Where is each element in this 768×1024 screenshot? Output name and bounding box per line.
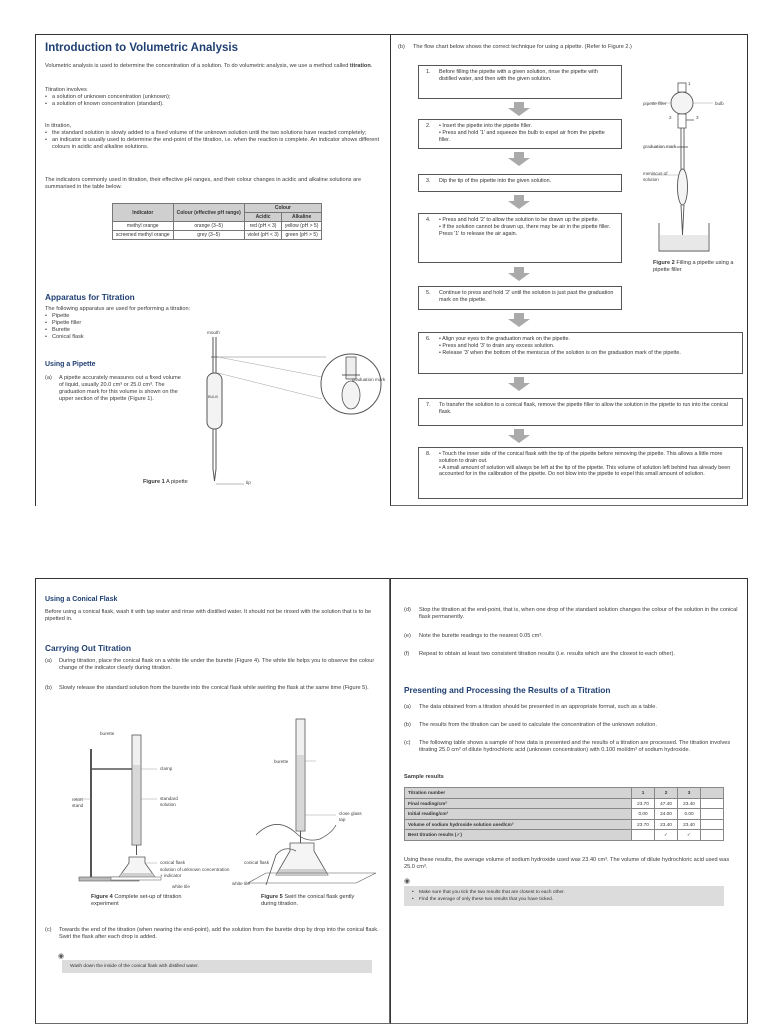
pipette-description: A pipette accurately measures out a fixed volume of liquid, usually 20.0 cm³ or 25.0 cm³. The graduation mark for this volume is shown on the upper section of the pipette (Figure 1). <box>59 375 181 402</box>
item-label: (c) <box>45 927 52 933</box>
pipette-figure <box>196 329 386 489</box>
conclusion-text: Using these results, the average volume of sodium hydroxide used was 23.40 cm³. The volume of dilute hydrochloric acid used was 25.0 cm³. <box>404 857 730 870</box>
label-white-tile: white tile <box>232 881 250 886</box>
list-item: • Pipette <box>45 313 245 320</box>
label-conical-flask: conical flask <box>244 860 270 865</box>
apparatus-heading: Apparatus for Titration <box>45 292 135 302</box>
down-arrow-icon <box>507 377 531 391</box>
item-label: (e) <box>404 633 411 639</box>
label-standard-solution: standard solution <box>160 796 178 807</box>
down-arrow-icon <box>507 152 531 166</box>
item-label: (b) <box>45 685 52 691</box>
down-arrow-icon <box>507 102 531 116</box>
involves-block: Titration involves • a solution of unknown concentration (unknown); • a solution of known concentration (standard). <box>45 87 380 108</box>
list-item: • Find the average of only these two results that you have ticked. <box>412 896 716 903</box>
step-c-text: Towards the end of the titration (when nearing the end-point), add the solution from the burette drop by drop into the conical flask. Swirl the flask after each drop is added. <box>59 927 379 940</box>
page-4 <box>390 578 748 1024</box>
lightbulb-icon: ◉ <box>58 953 65 960</box>
label-conical-flask: conical flask <box>160 860 186 865</box>
down-arrow-icon <box>507 429 531 443</box>
label-mouth: mouth <box>207 330 220 335</box>
label-glass-tap: close glass tap <box>339 811 362 822</box>
step-e-text: Note the burette readings to the nearest 0.05 cm³. <box>419 633 543 639</box>
label-meniscus: meniscus of solution <box>643 171 668 182</box>
label-valve-1: 1 <box>688 81 691 86</box>
tip-box: Wash down the inside of the conical flask with distilled water. <box>62 960 372 973</box>
flow-step-4: 4. • Press and hold '2' to allow the solution to be drawn up the pipette. • If the solution cannot be drawn up, there may be air in the pipette filler. Press '1' to release the air again. <box>418 213 622 263</box>
table-row: Initial reading/cm³ 0.00 24.00 0.00 <box>405 809 724 820</box>
step-b-text: Slowly release the standard solution from the burette into the conical flask while swirling the flask at the same time (Figure 5). <box>59 685 369 691</box>
table-row: Volume of sodium hydroxide solution used/cm³ 23.70 23.40 23.40 <box>405 819 724 830</box>
item-label: (d) <box>404 607 411 613</box>
results-table <box>404 787 724 841</box>
in-titration-block: In titration, • the standard solution is slowly added to a fixed volume of the unknown solution until the two solutions have reacted completely; • an indicator is usually used to determine the end-point of the titration, i.e. when the reaction is complete. An indicator shows different colours in acidic and alkaline solutions. <box>45 123 380 151</box>
label-valve-3: 3 <box>696 115 699 120</box>
label-white-tile: white tile <box>172 884 190 889</box>
label-graduation: graduation mark <box>352 377 386 382</box>
step-a-text: During titration, place the conical flask on a white tile under the burette (Figure 4). The white tile helps you to observe the colour change of the indicator clearly during titration. <box>59 658 375 671</box>
item-label: (b) <box>404 722 411 728</box>
label-burette: burette <box>100 731 115 736</box>
table-row: methyl orange orange (3–5) red (pH < 3) yellow (pH > 5) <box>113 222 322 231</box>
list-item: • an indicator is usually used to determine the end-point of the titration, i.e. when the reaction is complete. An indicator shows different colours in acidic and alkaline solutions. <box>45 137 380 151</box>
label-retort-stand: retort stand <box>72 797 84 808</box>
item-label: (a) <box>45 658 52 664</box>
present-b-text: The results from the titration can be used to calculate the concentration of the unknown solution. <box>419 722 657 728</box>
label-burette: burette <box>274 759 289 764</box>
step-d-text: Stop the titration at the end-point, that is, when one drop of the standard solution changes the colour of the solution in the conical flask permanently. <box>419 607 738 620</box>
label-unknown-solution: solution of unknown concentration + indicator <box>160 867 230 878</box>
item-label: (c) <box>404 740 411 746</box>
using-pipette-heading: Using a Pipette <box>45 361 96 368</box>
flow-step-2: 2. • Insert the pipette into the pipette filler. • Press and hold '1' and squeeze the bulb to expel air from the pipette filler. <box>418 119 622 149</box>
flow-step-1: 1. Before filling the pipette with a given solution, rinse the pipette with distilled water, and then with the given solution. <box>418 65 622 99</box>
list-item: • the standard solution is slowly added to a fixed volume of the unknown solution until the two solutions have reacted completely; <box>45 130 380 137</box>
flow-step-7: 7. To transfer the solution to a conical flask, remove the pipette filler to allow the solution in the pipette to run into the conical flask. <box>418 398 743 426</box>
intro-paragraph: Volumetric analysis is used to determine the concentration of a solution. To do volumetric analysis, we use a method called titration. <box>45 63 373 69</box>
list-item: • a solution of unknown concentration (unknown); <box>45 94 380 101</box>
apparatus-block: The following apparatus are used for performing a titration: • Pipette • Pipette filler • Burette • Conical flask <box>45 306 245 341</box>
figure-4-caption: Figure 4 Complete set-up of titration experiment <box>91 894 182 907</box>
conical-flask-paragraph: Before using a conical flask, wash it with tap water and rinse with distilled water. It should not be rinsed with the solution that is to be pipetted in. <box>45 609 372 622</box>
item-label: (f) <box>404 651 410 657</box>
item-label: (b) <box>398 44 405 50</box>
present-a-text: The data obtained from a titration should be presented in an appropriate format, such as a table. <box>419 704 657 710</box>
list-item: • Make sure that you tick the two results that are closest to each other. <box>412 889 716 896</box>
label-bulb: bulb <box>715 101 724 106</box>
carrying-out-heading: Carrying Out Titration <box>45 643 132 653</box>
list-item: • Pipette filler <box>45 320 245 327</box>
table-row: Final reading/cm³ 23.70 47.40 23.40 <box>405 798 724 809</box>
flow-step-5: 5. Continue to press and hold '2' until the solution is just past the graduation mark on the pipette. <box>418 286 622 310</box>
label-valve-2: 2 <box>669 115 672 120</box>
table-row: Titration number 1 2 3 <box>405 788 724 799</box>
label-bulb: BULB <box>208 395 218 399</box>
item-label: (a) <box>404 704 411 710</box>
label-graduation-mark: graduation mark <box>643 144 677 149</box>
page-title: Introduction to Volumetric Analysis <box>45 42 238 54</box>
lightbulb-icon: ◉ <box>404 878 411 885</box>
table-row: screened methyl orange grey (3–5) violet (pH < 3) green (pH > 5) <box>113 231 322 240</box>
present-c-text: The following table shows a sample of how data is presented and the results of a titration are processed. The titration involves titrating 25.0 cm³ of dilute hydrochloric acid (unknown concentration) with 0.100 mol/dm³ of sodium hydroxide. <box>419 740 731 753</box>
flow-step-6: 6. • Align your eyes to the graduation mark on the pipette. • Press and hold '3' to drain any excess solution. • Release '3' when the bottom of the meniscus of the solution is on the graduation mark of the pipette. <box>418 332 743 374</box>
figure-1-caption: Figure 1 A pipette <box>143 479 188 485</box>
indicator-table: Indicator Colour (effective pH range) Colour Acidic Alkaline methyl orange orange (3–5) red (pH < 3) yellow (pH > 5) screened methyl orange grey (3–5) violet (pH < 3) green (pH > 5) <box>112 203 322 240</box>
page-1 <box>35 34 390 506</box>
indicators-paragraph: The indicators commonly used in titration, their effective pH ranges, and their colour changes in acidic and alkaline solutions are summarised in the table below. <box>45 177 362 190</box>
item-label: (a) <box>45 375 52 381</box>
flow-step-3: 3. Dip the tip of the pipette into the given solution. <box>418 174 622 192</box>
figure-2-caption: Figure 2 Filling a pipette using a pipette filler <box>653 260 734 273</box>
list-item: • Burette <box>45 327 245 334</box>
down-arrow-icon <box>507 313 531 327</box>
label-clamp: clamp <box>160 766 173 771</box>
presenting-heading: Presenting and Processing the Results of a Titration <box>404 685 611 695</box>
label-tip: tip <box>246 480 251 485</box>
sample-results-label: Sample results <box>404 774 444 780</box>
step-f-text: Repeat to obtain at least two consistent titration results (i.e. results which are the closest to each other). <box>419 651 675 657</box>
tip-box <box>404 886 724 906</box>
list-item: • Conical flask <box>45 334 245 341</box>
down-arrow-icon <box>507 267 531 281</box>
label-pipette-filler: pipette filler <box>643 101 667 106</box>
figure-5-caption: Figure 5 Swirl the conical flask gently during titration. <box>261 894 355 907</box>
page-3 <box>35 578 390 1024</box>
down-arrow-icon <box>507 195 531 209</box>
flow-step-8: 8. • Touch the inner side of the conical flask with the tip of the pipette before removing the pipette. This allows a little more solution to drain out. • A small amount of solution will always be left at the tip of the pipette. This volume of solution left behind has already been accounted for in the calibration of the pipette. Do not blow into the pipette to expel this small amount of solution. <box>418 447 743 499</box>
table-row: Best titration results (✓) ✓ ✓ <box>405 830 724 841</box>
conical-flask-heading: Using a Conical Flask <box>45 596 118 603</box>
flowchart-intro: The flow chart below shows the correct technique for using a pipette. (Refer to Figure 2.) <box>413 44 632 50</box>
page-2 <box>390 34 748 506</box>
list-item: • a solution of known concentration (standard). <box>45 101 380 108</box>
